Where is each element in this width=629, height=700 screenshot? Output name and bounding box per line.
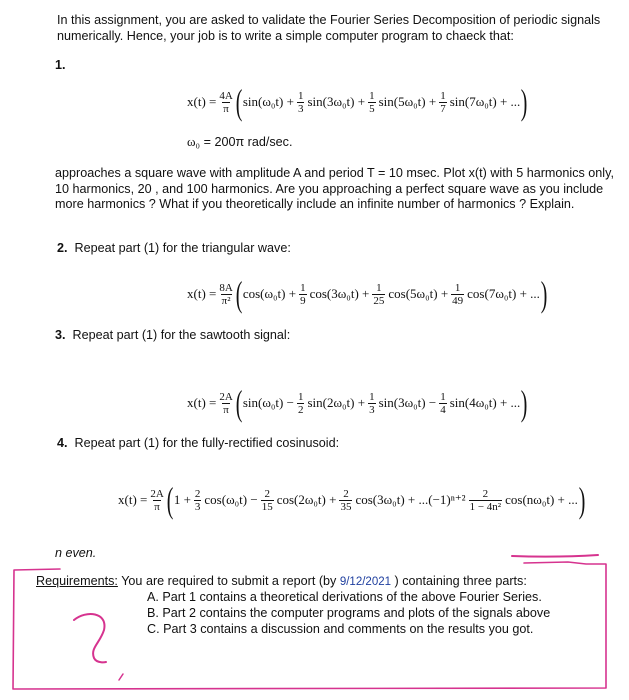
intro-paragraph: In this assignment, you are asked to validate the Fourier Series Decomposition of periodic signals numerically. Hence, your job is to write a simple computer program to chaeck that: [57, 13, 601, 43]
equation-sawtooth: x(t) = $\frac{2A}{\pi}$ ( sin(ω₀t) − $\frac{1}{2}$ sin(2ω₀t) + $\frac{1}{3}$ sin(3ω₀t) − $\frac{1}{4}$ sin(4ω₀t) + ... ) [187, 383, 528, 423]
pen-dot-mark [119, 674, 123, 680]
requirements-line: Requirements: You are required to submit a report (by 9/12/2021 ) containing three parts: [36, 574, 527, 588]
question-2: 2. Repeat part (1) for the triangular wave: [57, 241, 291, 255]
equation-rectified-cosinusoid: x(t) = $\frac{2A}{\pi}$ ( 1 + $\frac{2}{3}$ cos(ω₀t) − $\frac{2}{15}$ cos(2ω₀t) + $\frac{2}{35}$ cos(3ω₀t) + ...(−1)ⁿ⁺² 2 1 − 4n² cos(nω₀t) + ... ) [118, 480, 586, 520]
question-4: 4. Repeat part (1) for the fully-rectified cosinusoid: [57, 436, 340, 450]
equation-square-wave: x(t) = $\frac{4A}{\pi}$ ( sin(ω₀t) + $\frac{1}{3}$ sin(3ω₀t) + $\frac{1}{5}$ sin(5ω₀t) + $\frac{1}{7}$ sin(7ω₀t) + ... ) [187, 82, 528, 122]
underline-stroke [512, 555, 598, 557]
due-date: 9/12/2021 [339, 576, 392, 588]
equation-triangular-wave: x(t) = $\frac{8A}{\text{π²}}$ ( cos(ω₀t) + $\frac{1}{9}$ cos(3ω₀t) + $\frac{1}{25}$ cos(5ω₀t) + $\frac{1}{49}$ cos(7ω₀t) + ... ) [187, 274, 548, 314]
question-1-number: 1. [55, 58, 66, 72]
requirement-part-c: C. Part 3 contains a discussion and comments on the results you got. [147, 622, 534, 636]
requirements-label: Requirements: [36, 574, 118, 588]
n-even-note: n even. [55, 546, 97, 560]
question-mark-scribble [74, 614, 106, 662]
question-1-text: approaches a square wave with amplitude A and period T = 10 msec. Plot x(t) with 5 harmonics only, 10 harmonics, 20 , and 100 harmonics. Are you approaching a perfect square wave as you include more harmonics ? What if you theoretically include an infinite number of harmonics ? Explain. [55, 166, 614, 212]
requirement-part-b: B. Part 2 contains the computer programs and plots of the signals above [147, 606, 551, 620]
requirement-part-a: A. Part 1 contains a theoretical derivations of the above Fourier Series. [147, 590, 542, 604]
question-3: 3. Repeat part (1) for the sawtooth signal: [55, 328, 291, 342]
requirements-parts [147, 590, 550, 638]
omega-definition: ω₀ = 200π rad/sec. [187, 134, 293, 149]
